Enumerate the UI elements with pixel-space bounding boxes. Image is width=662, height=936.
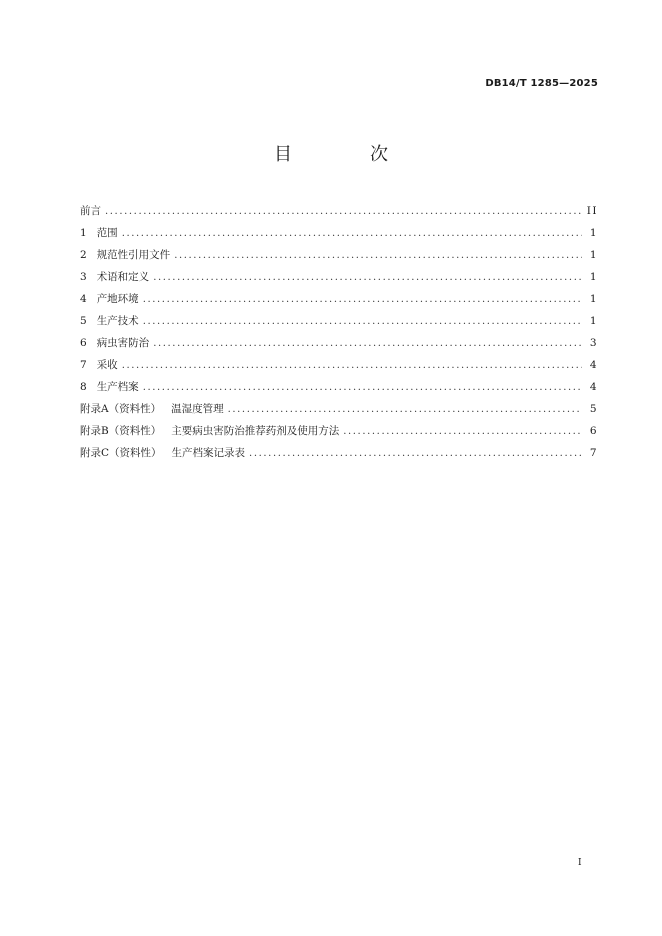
toc-entry-label: 生产技术 xyxy=(96,315,139,327)
toc-entry-number: 附录B（资料性） xyxy=(80,425,162,437)
toc-entry-page: 1 xyxy=(589,293,598,305)
document-code: DB14/T 1285—2025 xyxy=(485,78,598,89)
toc-entry-page: 1 xyxy=(589,249,598,261)
toc-leader-dots xyxy=(153,333,582,355)
toc-entry-page: 7 xyxy=(589,447,598,459)
toc-entry-page: II xyxy=(586,205,598,217)
toc-entry-page: 5 xyxy=(589,403,598,415)
toc-entry-appendix-c[interactable] xyxy=(80,442,598,464)
toc-entry-label: 术语和定义 xyxy=(96,271,150,283)
toc-entry-page: 1 xyxy=(589,227,598,239)
toc-entry-number: 附录C（资料性） xyxy=(80,447,162,459)
toc-entry-production-records[interactable] xyxy=(80,376,598,398)
toc-entry-number: 6 xyxy=(80,337,87,349)
toc-entry-appendix-b[interactable] xyxy=(80,420,598,442)
toc-entry-label: 前言 xyxy=(80,205,101,217)
toc-leader-dots xyxy=(122,223,582,245)
toc-leader-dots xyxy=(228,399,582,421)
toc-entry-page: 1 xyxy=(589,315,598,327)
toc-entry-label: 主要病虫害防治推荐药剂及使用方法 xyxy=(171,425,340,437)
toc-entry-label: 生产档案记录表 xyxy=(171,447,246,459)
toc-entry-label: 范围 xyxy=(96,227,118,239)
toc-entry-page: 4 xyxy=(589,359,598,371)
page-number: I xyxy=(578,858,582,868)
toc-entry-label: 病虫害防治 xyxy=(96,337,150,349)
toc-entry-terms-definitions[interactable] xyxy=(80,266,598,288)
toc-entry-number: 5 xyxy=(80,315,87,327)
toc-leader-dots xyxy=(174,245,582,267)
toc-entry-normative-references[interactable] xyxy=(80,244,598,266)
toc-entry-number: 4 xyxy=(80,293,87,305)
toc-entry-number: 3 xyxy=(80,271,87,283)
toc-entry-harvest[interactable] xyxy=(80,354,598,376)
toc-leader-dots xyxy=(122,355,582,377)
toc-leader-dots xyxy=(249,443,582,465)
toc-entry-number: 1 xyxy=(80,227,87,239)
toc-entry-foreword[interactable] xyxy=(80,200,598,222)
toc-entry-number: 2 xyxy=(80,249,87,261)
toc-entry-scope[interactable] xyxy=(80,222,598,244)
toc-title: 目 次 xyxy=(274,144,418,165)
toc-entry-label: 规范性引用文件 xyxy=(96,249,171,261)
toc-entry-label: 采收 xyxy=(96,359,118,371)
toc-entry-number: 8 xyxy=(80,381,87,393)
toc-entry-label: 产地环境 xyxy=(96,293,139,305)
toc-entry-page: 6 xyxy=(589,425,598,437)
toc-entry-appendix-a[interactable] xyxy=(80,398,598,420)
toc-entry-label: 生产档案 xyxy=(96,381,139,393)
toc-entry-production-environment[interactable] xyxy=(80,288,598,310)
toc-entry-production-technology[interactable] xyxy=(80,310,598,332)
toc-leader-dots xyxy=(153,267,582,289)
toc-entry-page: 4 xyxy=(589,381,598,393)
toc-entry-label: 温湿度管理 xyxy=(171,403,224,415)
toc-leader-dots xyxy=(143,377,582,399)
toc-leader-dots xyxy=(105,201,582,223)
toc-leader-dots xyxy=(343,421,582,443)
toc-leader-dots xyxy=(143,289,582,311)
toc-entry-number: 7 xyxy=(80,359,87,371)
table-of-contents xyxy=(80,200,598,464)
toc-entry-page: 3 xyxy=(589,337,598,349)
toc-entry-page: 1 xyxy=(589,271,598,283)
toc-entry-number: 附录A（资料性） xyxy=(80,403,162,415)
toc-entry-pest-control[interactable] xyxy=(80,332,598,354)
toc-leader-dots xyxy=(143,311,582,333)
